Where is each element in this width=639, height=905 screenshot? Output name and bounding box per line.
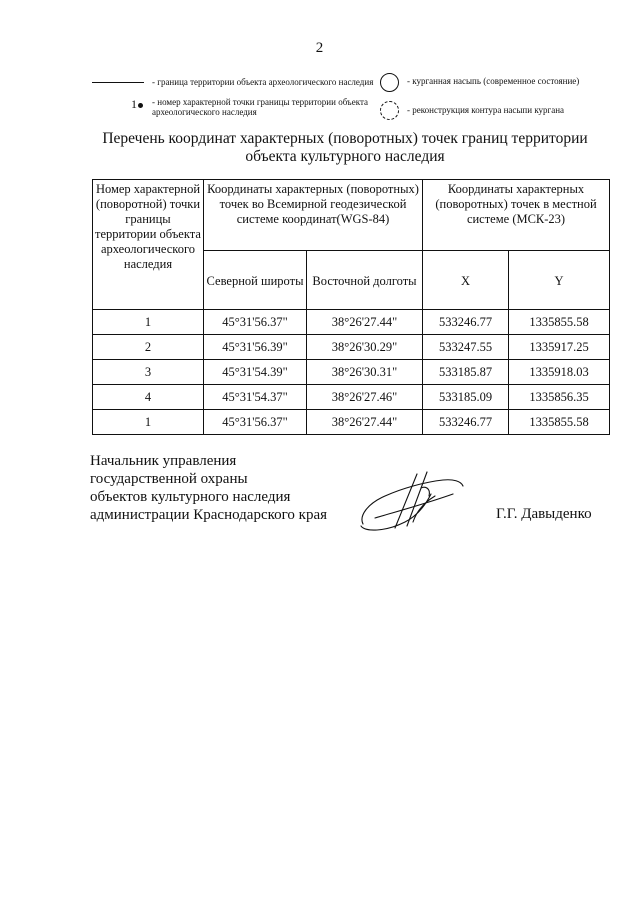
legend-reconstruction-text: - реконструкция контура насыпи кургана xyxy=(407,105,565,115)
table-row xyxy=(93,410,610,435)
cell-x: 533247.55 xyxy=(423,335,509,360)
position-line: Начальник управления xyxy=(90,453,237,469)
position-line: объектов культурного наследия xyxy=(90,489,291,505)
position-line: администрации Краснодарского края xyxy=(90,507,328,523)
cell-y: 1335917.25 xyxy=(509,335,610,360)
document-title xyxy=(90,130,600,166)
mound-circle-icon xyxy=(380,73,399,92)
header-east: Восточной долготы xyxy=(307,251,423,310)
cell-y: 1335856.35 xyxy=(509,385,610,410)
header-y: Y xyxy=(509,251,610,310)
cell-point-number: 1 xyxy=(93,410,204,435)
cell-latitude: 45°31'54.39" xyxy=(204,360,307,385)
cell-y: 1335855.58 xyxy=(509,410,610,435)
legend-boundary-text: - граница территории объекта археологического наследия xyxy=(152,77,374,87)
cell-x: 533246.77 xyxy=(423,410,509,435)
handwritten-signature xyxy=(355,466,470,536)
point-symbol-label: 1 xyxy=(131,97,137,111)
table-row xyxy=(93,385,610,410)
cell-longitude: 38°26'30.31" xyxy=(307,360,423,385)
cell-x: 533246.77 xyxy=(423,310,509,335)
header-local-group: Координаты характерных (поворотных) точек в местной системе (МСК-23) xyxy=(423,180,610,251)
cell-latitude: 45°31'56.39" xyxy=(204,335,307,360)
point-dot-icon xyxy=(138,103,143,108)
header-north: Северной широты xyxy=(204,251,307,310)
cell-latitude: 45°31'54.37" xyxy=(204,385,307,410)
coordinates-table xyxy=(92,179,610,435)
cell-longitude: 38°26'27.44" xyxy=(307,310,423,335)
title-line-1: Перечень координат характерных (поворотных) точек границ территории xyxy=(102,130,588,147)
cell-point-number: 4 xyxy=(93,385,204,410)
cell-longitude: 38°26'27.46" xyxy=(307,385,423,410)
title-line-2: объекта культурного наследия xyxy=(245,148,445,165)
position-line: государственной охраны xyxy=(90,471,248,487)
header-point-number: Номер характерной (поворотной) точки границы территории объекта археологического наследия xyxy=(93,180,204,310)
cell-longitude: 38°26'27.44" xyxy=(307,410,423,435)
mound-reconstruction-icon xyxy=(380,101,399,120)
table-row xyxy=(93,310,610,335)
point-symbol xyxy=(131,98,143,110)
header-wgs-group: Координаты характерных (поворотных) точек во Всемирной геодезической системе координат(WGS-84) xyxy=(204,180,423,251)
legend-point-text: - номер характерной точки границы территории объекта археологического наследия xyxy=(152,97,368,117)
header-x: X xyxy=(423,251,509,310)
cell-y: 1335918.03 xyxy=(509,360,610,385)
cell-x: 533185.09 xyxy=(423,385,509,410)
cell-latitude: 45°31'56.37" xyxy=(204,410,307,435)
page-number: 2 xyxy=(315,40,324,56)
table-row xyxy=(93,360,610,385)
signatory-position xyxy=(90,452,370,524)
legend-mound-text: - курганная насыпь (современное состояние) xyxy=(407,76,580,86)
table-row xyxy=(93,335,610,360)
cell-point-number: 2 xyxy=(93,335,204,360)
boundary-line-symbol xyxy=(92,82,144,83)
cell-y: 1335855.58 xyxy=(509,310,610,335)
cell-point-number: 1 xyxy=(93,310,204,335)
cell-longitude: 38°26'30.29" xyxy=(307,335,423,360)
cell-latitude: 45°31'56.37" xyxy=(204,310,307,335)
cell-point-number: 3 xyxy=(93,360,204,385)
signer-name: Г.Г. Давыденко xyxy=(496,506,592,522)
cell-x: 533185.87 xyxy=(423,360,509,385)
